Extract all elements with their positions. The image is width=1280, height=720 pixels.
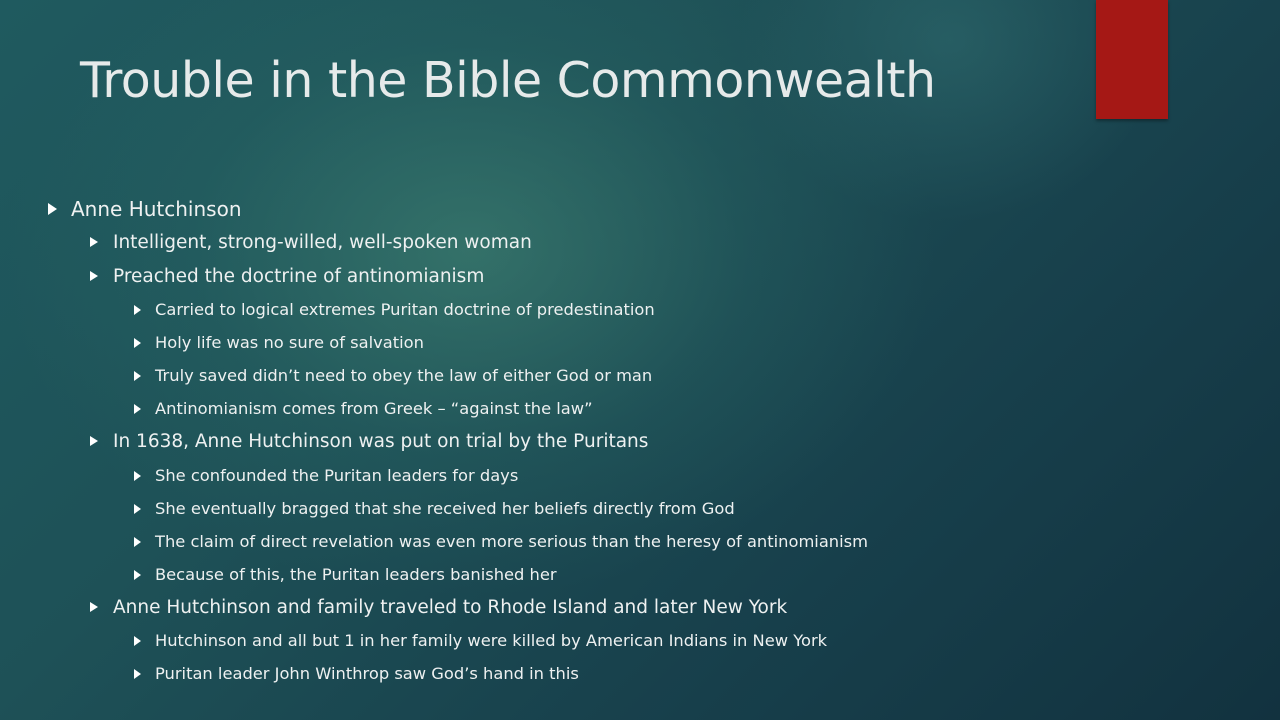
triangle-bullet-icon [134,669,141,679]
slide-title: Trouble in the Bible Commonwealth [80,52,936,109]
triangle-bullet-icon [90,436,98,446]
bullet-item-level-3 [48,359,1248,392]
bullet-text: Preached the doctrine of antinomianism [113,265,485,287]
triangle-bullet-icon [48,203,57,215]
bullet-list [48,192,1248,690]
triangle-bullet-icon [134,537,141,547]
bullet-text: She eventually bragged that she received her beliefs directly from God [155,498,735,518]
bullet-text: Because of this, the Puritan leaders banished her [155,564,557,584]
accent-tab [1096,0,1168,119]
triangle-bullet-icon [134,636,141,646]
bullet-item-level-2 [48,226,1248,260]
triangle-bullet-icon [134,471,141,481]
triangle-bullet-icon [90,237,98,247]
bullet-text: Holy life was no sure of salvation [155,333,424,352]
bullet-item-level-2 [48,260,1248,294]
triangle-bullet-icon [134,504,141,514]
bullet-text: Intelligent, strong-willed, well-spoken woman [113,232,532,253]
bullet-item-level-3 [48,293,1248,326]
bullet-item-level-3 [48,492,1248,525]
bullet-item-level-3 [48,624,1248,657]
triangle-bullet-icon [90,271,98,281]
bullet-item-level-3 [48,326,1248,359]
triangle-bullet-icon [90,602,98,612]
triangle-bullet-icon [134,371,141,381]
triangle-bullet-icon [134,338,141,348]
bullet-item-level-3 [48,558,1248,591]
bullet-text: Truly saved didn’t need to obey the law of either God or man [155,366,653,385]
bullet-text: Anne Hutchinson and family traveled to Rhode Island and later New York [113,596,788,618]
triangle-bullet-icon [134,570,141,580]
bullet-text: In 1638, Anne Hutchinson was put on trial by the Puritans [113,431,649,452]
triangle-bullet-icon [134,404,141,414]
bullet-text: Anne Hutchinson [71,197,242,221]
bullet-text: Carried to logical extremes Puritan doctrine of predestination [155,300,655,319]
bullet-item-level-1 [48,192,1248,226]
bullet-item-level-3 [48,392,1248,425]
bullet-text: The claim of direct revelation was even more serious than the heresy of antinomianism [155,531,868,551]
bullet-text: Hutchinson and all but 1 in her family were killed by American Indians in New York [155,631,828,650]
triangle-bullet-icon [134,305,141,315]
bullet-item-level-2 [48,591,1248,625]
bullet-item-level-3 [48,657,1248,690]
bullet-item-level-3 [48,459,1248,492]
bullet-item-level-2 [48,425,1248,459]
bullet-text: Puritan leader John Winthrop saw God’s hand in this [155,664,579,683]
bullet-text: Antinomianism comes from Greek – “against the law” [155,399,593,418]
bullet-text: She confounded the Puritan leaders for days [155,465,519,485]
bullet-item-level-3 [48,525,1248,558]
